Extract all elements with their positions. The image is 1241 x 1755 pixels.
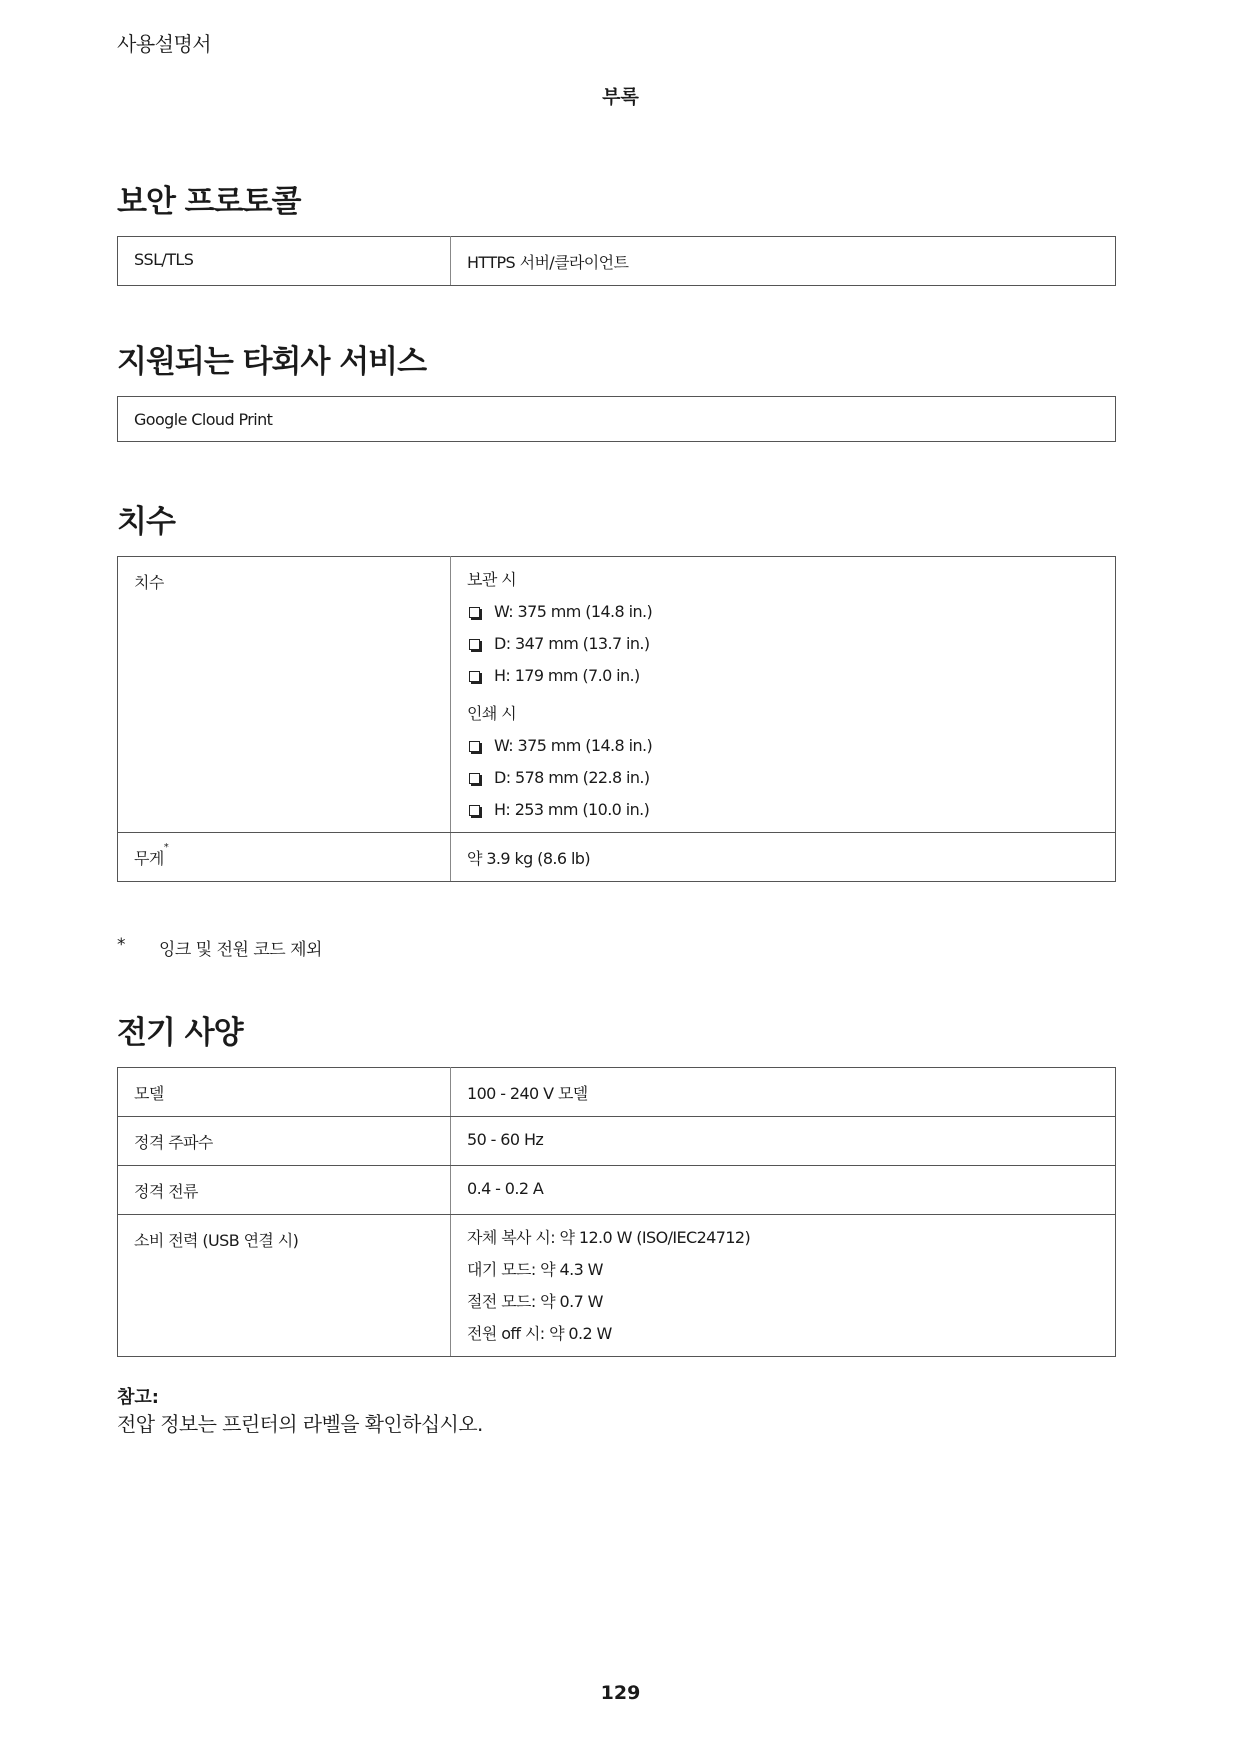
footnote <box>117 935 322 960</box>
checkbox-bullet-icon <box>469 607 480 618</box>
row-key <box>118 833 451 882</box>
group-label-storage: 보관 시 <box>467 570 517 589</box>
row-key: 소비 전력 (USB 연결 시) <box>118 1215 451 1357</box>
checkbox-bullet-icon <box>469 639 480 650</box>
page-number: 129 <box>600 1682 641 1704</box>
table-row <box>118 833 1116 882</box>
list-item <box>467 768 1099 788</box>
power-line: 전원 off 시: 약 0.2 W <box>467 1324 612 1343</box>
row-value <box>451 557 1116 833</box>
table-row <box>118 1068 1116 1117</box>
list-item <box>467 666 1099 686</box>
row-key: 치수 <box>118 557 451 833</box>
table-row <box>118 237 1116 286</box>
section-title-security: 보안 프로토콜 <box>117 184 301 220</box>
footnote-text: 잉크 및 전원 코드 제외 <box>159 940 322 960</box>
footnote-mark: * <box>117 935 125 955</box>
row-key: SSL/TLS <box>118 237 451 286</box>
note-body: 전압 정보는 프린터의 라벨을 확인하십시오. <box>117 1412 483 1436</box>
security-table <box>117 236 1116 286</box>
row-key: 모델 <box>118 1068 451 1117</box>
checkbox-bullet-icon <box>469 805 480 816</box>
running-head: 사용설명서 <box>117 32 212 56</box>
table-row <box>118 1166 1116 1215</box>
row-value: HTTPS 서버/클라이언트 <box>451 237 1116 286</box>
list-item-text: W: 375 mm (14.8 in.) <box>494 602 653 621</box>
table-row <box>118 397 1116 442</box>
power-line: 대기 모드: 약 4.3 W <box>467 1260 603 1279</box>
list-item <box>467 736 1099 756</box>
dimensions-table <box>117 556 1116 882</box>
table-row <box>118 1117 1116 1166</box>
list-item <box>467 634 1099 654</box>
row-value: 100 - 240 V 모델 <box>451 1068 1116 1117</box>
row-value <box>451 1215 1116 1357</box>
row-key: 정격 주파수 <box>118 1117 451 1166</box>
row-value: 50 - 60 Hz <box>451 1117 1116 1166</box>
table-row <box>118 1215 1116 1357</box>
chapter-label: 부록 <box>602 86 639 108</box>
note-title: 참고: <box>117 1387 159 1408</box>
row-key: 정격 전류 <box>118 1166 451 1215</box>
list-item-text: D: 578 mm (22.8 in.) <box>494 768 650 787</box>
list-item-text: H: 253 mm (10.0 in.) <box>494 800 650 819</box>
row-value: 약 3.9 kg (8.6 lb) <box>451 833 1116 882</box>
group-label-printing: 인쇄 시 <box>467 704 517 723</box>
list-item-text: W: 375 mm (14.8 in.) <box>494 736 653 755</box>
row-key-text: 무게 <box>134 849 164 868</box>
row-value: 0.4 - 0.2 A <box>451 1166 1116 1215</box>
third-party-table <box>117 396 1116 442</box>
power-line: 절전 모드: 약 0.7 W <box>467 1292 603 1311</box>
chapter-title <box>0 82 1241 109</box>
section-title-third-party: 지원되는 타회사 서비스 <box>117 344 427 380</box>
power-line: 자체 복사 시: 약 12.0 W (ISO/IEC24712) <box>467 1228 751 1247</box>
table-row <box>118 557 1116 833</box>
checkbox-bullet-icon <box>469 741 480 752</box>
section-title-dimensions: 치수 <box>117 504 175 540</box>
checkbox-bullet-icon <box>469 671 480 682</box>
footnote-marker: * <box>163 842 169 853</box>
list-item-text: D: 347 mm (13.7 in.) <box>494 634 650 653</box>
list-item <box>467 800 1099 820</box>
list-item-text: H: 179 mm (7.0 in.) <box>494 666 640 685</box>
section-title-electrical: 전기 사양 <box>117 1015 243 1051</box>
row-value: Google Cloud Print <box>118 397 1116 442</box>
checkbox-bullet-icon <box>469 773 480 784</box>
electrical-table <box>117 1067 1116 1357</box>
list-item <box>467 602 1099 622</box>
